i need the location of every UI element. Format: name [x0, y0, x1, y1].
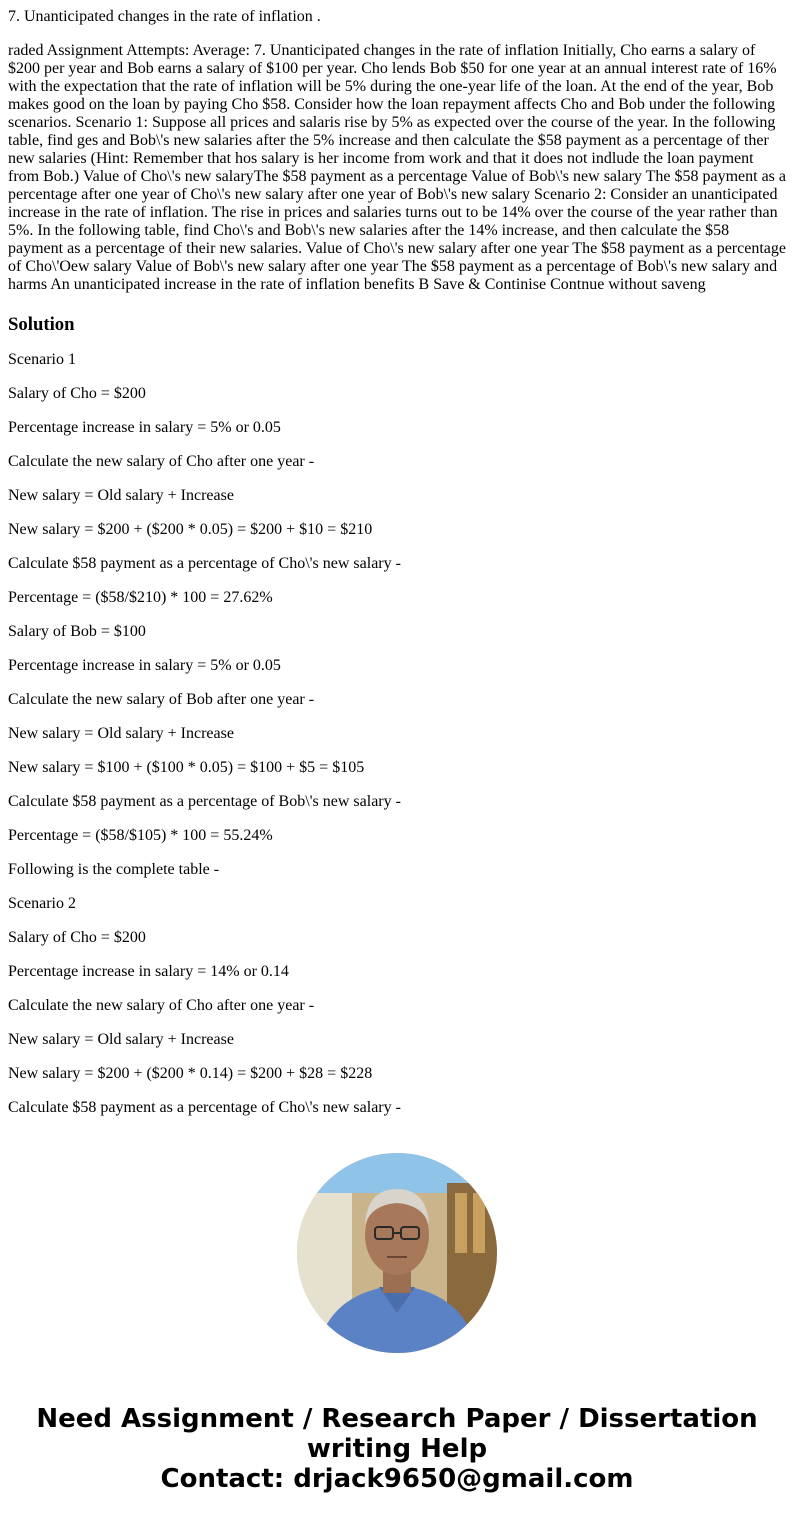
solution-step: New salary = $100 + ($100 * 0.05) = $100 + $5 = $105 [8, 759, 365, 776]
solution-step: Percentage increase in salary = 5% or 0.05 [8, 657, 281, 674]
solution-step: New salary = Old salary + Increase [8, 487, 234, 504]
promo-banner [0, 1404, 794, 1494]
question-body: raded Assignment Attempts: Average: 7. Unanticipated changes in the rate of inflation Initially, Cho earns a salary of $200 per year and Bob earns a salary of $100 per year. Cho lends Bob $50 for one year at an annual interest rate of 16% with the expectation that the rate of inflation will be 5% during the one-year life of the loan. At the end of the year, Bob makes good on the loan by paying Cho $58. Consider how the loan repayment affects Cho and Bob under the following scenarios. Scenario 1: Suppose all prices and salaris rise by 5% as expected over the course of the year. In the following table, find ges and Bob\'s new salaries after the 5% increase and then calculate the $58 payment as a percentage of ther new salaries (Hint: Remember that hos salary is her income from work and that it does not indlude the loan payment from Bob.) Value of Cho\'s new salaryThe $58 payment as a percentage Value of Bob\'s new salary The $58 payment as a percentage after one year of Cho\'s new salary after one year of Bob\'s new salary Scenario 2: Consider an unanticipated increase in the rate of inflation. The rise in prices and salaries turns out to be 14% over the course of the year rather than 5%. In the following table, find Cho\'s and Bob\'s new salaries after the 14% increase, and then calculate the $58 payment as a percentage of their new salaries. Value of Cho\'s new salary after one year The $58 payment as a percentage of Cho\'Oew salary Value of Bob\'s new salary after one year The $58 payment as a percentage of Bob\'s new salary and harms An unanticipated increase in the rate of inflation benefits B Save & Continise Contnue without saveng [8, 42, 786, 293]
solution-step: Salary of Bob = $100 [8, 623, 146, 640]
solution-step: New salary = Old salary + Increase [8, 725, 234, 742]
solution-step: Salary of Cho = $200 [8, 385, 146, 402]
author-portrait-icon [297, 1153, 497, 1353]
solution-steps [8, 351, 788, 1117]
solution-step: Calculate the new salary of Bob after one year - [8, 691, 315, 708]
author-avatar [297, 1153, 497, 1353]
solution-step: Percentage increase in salary = 14% or 0.14 [8, 963, 289, 980]
solution-heading: Solution [8, 314, 75, 335]
solution-step: Salary of Cho = $200 [8, 929, 146, 946]
solution-step: Scenario 2 [8, 895, 76, 912]
solution-step: Calculate the new salary of Cho after one year - [8, 997, 315, 1014]
solution-step: New salary = $200 + ($200 * 0.14) = $200 + $28 = $228 [8, 1065, 373, 1082]
solution-step: Percentage increase in salary = 5% or 0.05 [8, 419, 281, 436]
solution-step: Scenario 1 [8, 351, 76, 368]
question-title: 7. Unanticipated changes in the rate of inflation . [8, 8, 321, 25]
solution-step: Calculate $58 payment as a percentage of Bob\'s new salary - [8, 793, 401, 810]
solution-step: New salary = $200 + ($200 * 0.05) = $200 + $10 = $210 [8, 521, 373, 538]
solution-step: New salary = Old salary + Increase [8, 1031, 234, 1048]
solution-step: Percentage = ($58/$105) * 100 = 55.24% [8, 827, 273, 844]
solution-step: Calculate $58 payment as a percentage of Cho\'s new salary - [8, 555, 401, 572]
solution-step: Calculate $58 payment as a percentage of Cho\'s new salary - [8, 1099, 401, 1116]
solution-step: Following is the complete table - [8, 861, 220, 878]
solution-step: Calculate the new salary of Cho after one year - [8, 453, 315, 470]
solution-step: Percentage = ($58/$210) * 100 = 27.62% [8, 589, 273, 606]
document-content [8, 0, 788, 1117]
promo-line-2: writing Help [306, 1434, 488, 1464]
promo-line-1: Need Assignment / Research Paper / Dissertation [36, 1404, 758, 1434]
promo-line-3: Contact: drjack9650@gmail.com [160, 1464, 634, 1494]
